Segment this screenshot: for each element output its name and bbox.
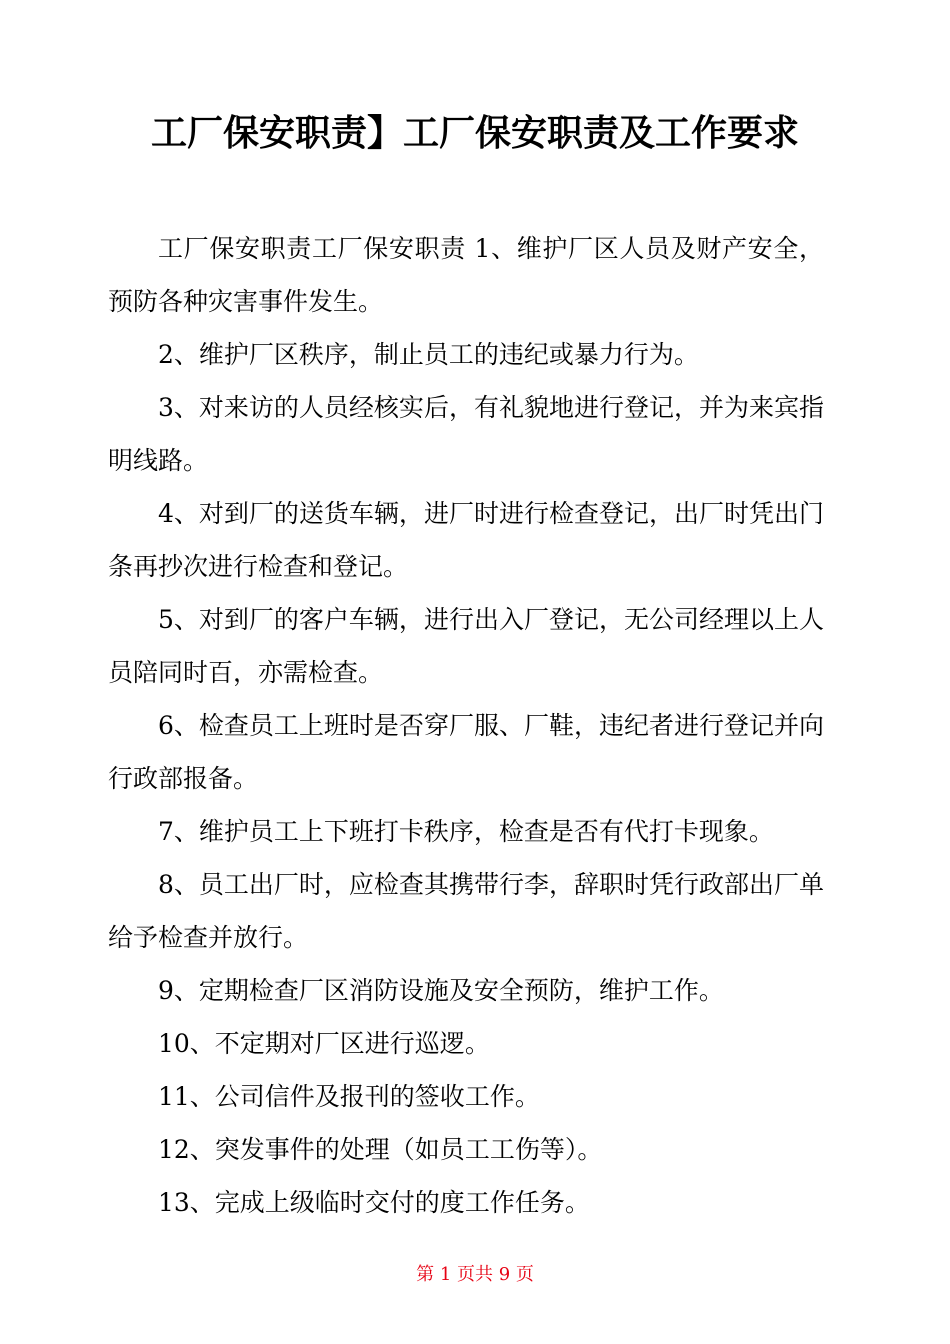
paragraph-9: 9、定期检查厂区消防设施及安全预防，维护工作。: [158, 976, 724, 1005]
paragraph-5: 5、对到厂的客户车辆，进行出入厂登记，无公司经理以上人员陪同时百，亦需检查。: [108, 605, 824, 687]
page-number-footer: 第 1 页共 9 页: [416, 1264, 534, 1285]
document-body: [108, 222, 824, 1229]
paragraph-3: 3、对来访的人员经核实后，有礼貌地进行登记，并为来宾指明线路。: [108, 393, 824, 475]
paragraph-11: 11、公司信件及报刊的签收工作。: [158, 1082, 540, 1111]
paragraph-6: 6、检查员工上班时是否穿厂服、厂鞋，违纪者进行登记并向行政部报备。: [108, 711, 824, 793]
paragraph-13: 13、完成上级临时交付的度工作任务。: [158, 1188, 590, 1217]
paragraph-7: 7、维护员工上下班打卡秩序，检查是否有代打卡现象。: [158, 817, 774, 846]
paragraph-4: 4、对到厂的送货车辆，进厂时进行检查登记，出厂时凭出门条再抄次进行检查和登记。: [108, 499, 824, 581]
document-title: 工厂保安职责】工厂保安职责及工作要求: [150, 113, 799, 154]
paragraph-10: 10、不定期对厂区进行巡逻。: [158, 1029, 490, 1058]
paragraph-2: 2、维护厂区秩序，制止员工的违纪或暴力行为。: [158, 340, 699, 369]
paragraph-8: 8、员工出厂时，应检查其携带行李，辞职时凭行政部出厂单给予检查并放行。: [108, 870, 824, 952]
paragraph-1: 工厂保安职责工厂保安职责 1、维护厂区人员及财产安全，预防各种灾害事件发生。: [108, 234, 824, 316]
paragraph-12: 12、突发事件的处理（如员工工伤等）。: [158, 1135, 603, 1164]
